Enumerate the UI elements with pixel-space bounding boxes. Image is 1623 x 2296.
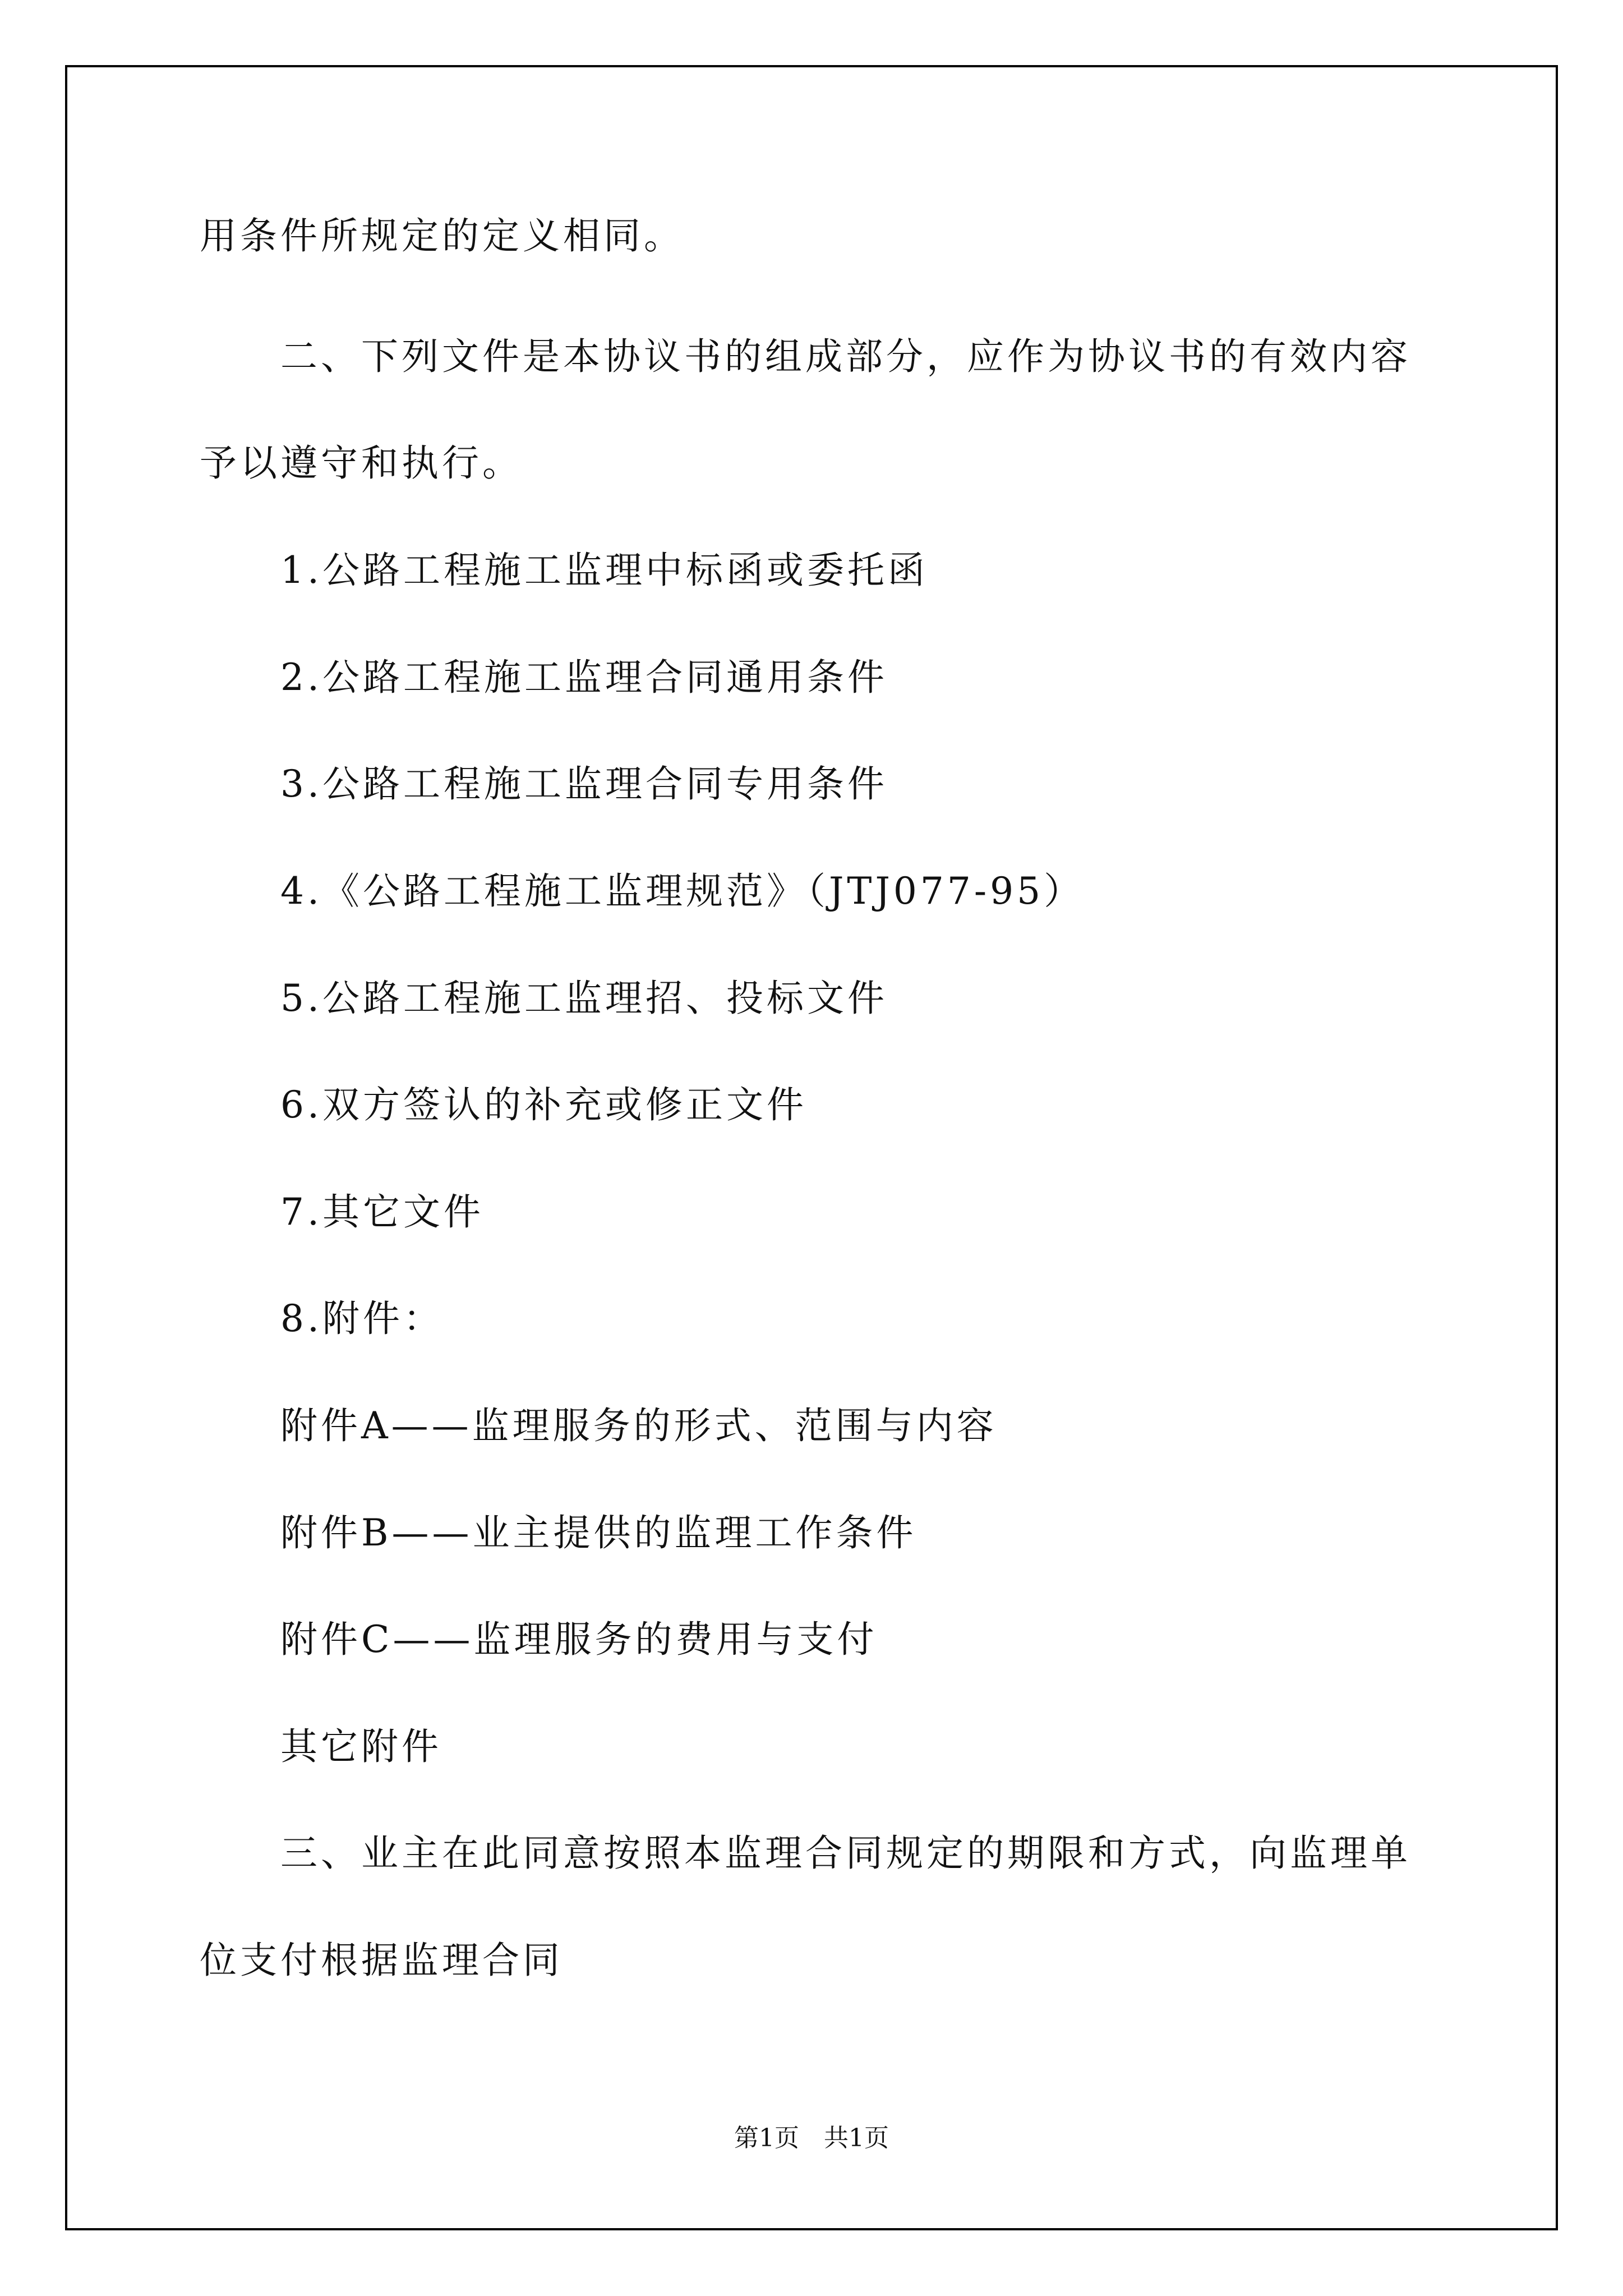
list-item: 6.双方签认的补充或修正文件: [280, 1083, 807, 1126]
paragraph-line: 用条件所规定的定义相同。: [200, 214, 684, 257]
attachment-item: 其它附件: [280, 1725, 442, 1768]
attachment-item: 附件B——业主提供的监理工作条件: [280, 1511, 917, 1554]
paragraph-line: 三、业主在此同意按照本监理合同规定的期限和方式，向监理单: [280, 1832, 1411, 1875]
list-item: 7.其它文件: [280, 1190, 484, 1234]
attachment-item: 附件A——监理服务的形式、范围与内容: [280, 1404, 997, 1447]
list-item: 3.公路工程施工监理合同专用条件: [280, 762, 888, 806]
list-item: 8.附件：: [280, 1297, 444, 1340]
paragraph-line: 予以遵守和执行。: [200, 441, 523, 485]
list-item: 1.公路工程施工监理中标函或委托函: [280, 549, 928, 592]
paragraph-line: 位支付根据监理合同: [200, 1939, 563, 1982]
attachment-item: 附件C——监理服务的费用与支付: [280, 1618, 878, 1661]
list-item: 4.《公路工程施工监理规范》（JTJ077-95）: [280, 869, 1085, 913]
list-item: 2.公路工程施工监理合同通用条件: [280, 656, 888, 699]
list-item: 5.公路工程施工监理招、投标文件: [280, 977, 888, 1020]
page-border: [65, 65, 1558, 2230]
page-number: 第1页 共1页: [734, 2124, 889, 2152]
paragraph-line: 二、下列文件是本协议书的组成部分，应作为协议书的有效内容: [280, 335, 1411, 378]
